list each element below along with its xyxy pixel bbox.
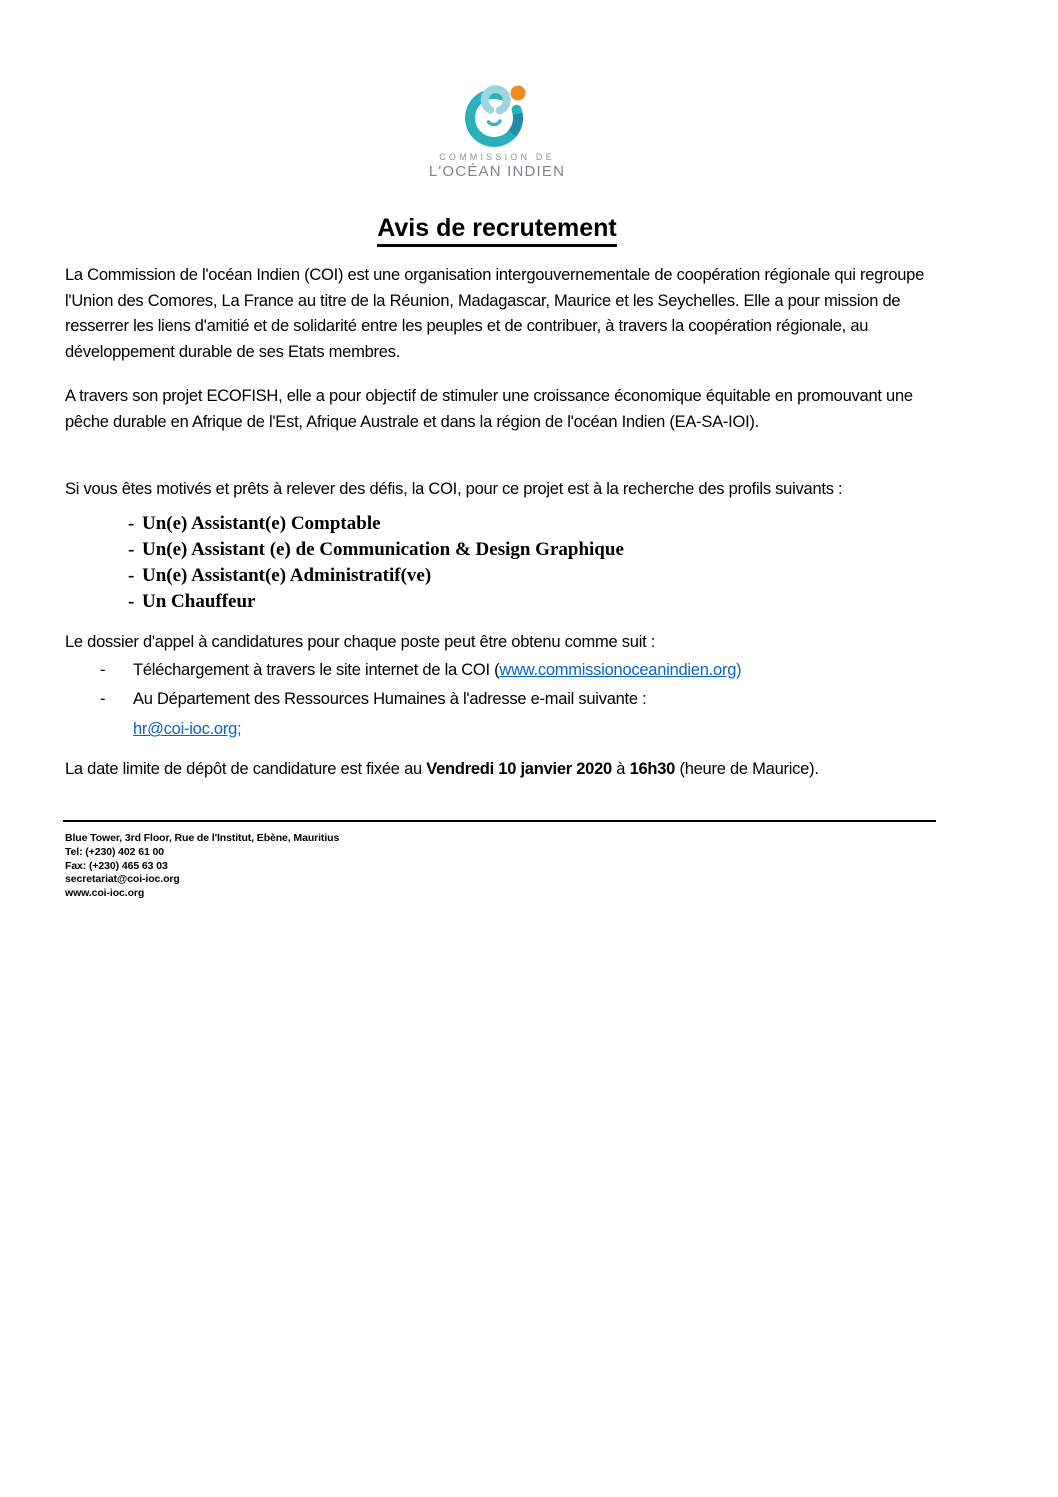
bullet-download: [100, 661, 930, 680]
hr-email-link[interactable]: hr@coi-ioc.org;: [133, 720, 242, 738]
position-label: Un(e) Assistant(e) Comptable: [142, 513, 381, 534]
link-close-paren: ): [736, 661, 742, 679]
list-item-position: [128, 537, 868, 563]
deadline-time: 16h30: [629, 760, 676, 778]
positions-list: [128, 511, 868, 615]
logo-org-line2: L'OCÉAN INDIEN: [428, 163, 566, 180]
logo-org-line1: COMMISSION DE: [439, 152, 555, 162]
dossier-intro: Le dossier d'appel à candidatures pour chaque poste peut être obtenu comme suit :: [65, 633, 656, 651]
deadline-mid: à: [611, 760, 630, 778]
deadline-post: (heure de Maurice).: [675, 760, 819, 778]
website-link[interactable]: www.commissionoceanindien.org: [499, 661, 737, 679]
list-dash: -: [128, 513, 135, 534]
deadline-date: Vendredi 10 janvier 2020: [426, 760, 612, 778]
deadline-pre: La date limite de dépôt de candidature est fixée au: [65, 760, 427, 778]
list-item-position: [128, 511, 868, 537]
list-item-position: [128, 563, 868, 589]
footer-fax: Fax: (+230) 465 63 03: [65, 859, 168, 872]
footer-address: Blue Tower, 3rd Floor, Rue de l'Institut, Ebène, Mauritius: [65, 832, 340, 844]
footer-email: secretariat@coi-ioc.org: [65, 873, 180, 886]
position-label: Un(e) Assistant(e) Administratif(ve): [142, 565, 432, 586]
deadline-paragraph: [65, 757, 935, 783]
coi-logo-icon: [464, 84, 530, 148]
paragraph-ecofish: A travers son projet ECOFISH, elle a pour objectif de stimuler une croissance économique équitable en promouvant une pêche durable en Afrique de l'Est, Afrique Australe et dans la région de l'océan Indien (EA-SA-IOI).: [65, 387, 913, 431]
bullet-download-text: Téléchargement à travers le site internet de la COI (: [133, 661, 500, 679]
page-title: Avis de recrutement: [377, 214, 616, 247]
paragraph-profils: Si vous êtes motivés et prêts à relever des défis, la COI, pour ce projet est à la recherche des profils suivants :: [65, 480, 843, 498]
bullet-dash: -: [100, 690, 106, 708]
bullet-hr-department: [100, 690, 930, 709]
position-label: Un Chauffeur: [142, 591, 256, 612]
bullet-dash: -: [100, 661, 106, 679]
list-item-position: [128, 589, 868, 615]
position-label: Un(e) Assistant (e) de Communication & Design Graphique: [142, 539, 624, 560]
footer-website: www.coi-ioc.org: [65, 887, 145, 900]
bullet-hr-text: Au Département des Ressources Humaines à l'adresse e-mail suivante :: [133, 690, 647, 708]
logo-block: [65, 84, 929, 180]
title-wrap: [65, 214, 929, 243]
footer-tel: Tel: (+230) 402 61 00: [65, 845, 164, 858]
list-dash: -: [128, 539, 135, 560]
list-dash: -: [128, 565, 135, 586]
list-dash: -: [128, 591, 135, 612]
footer-block: [65, 832, 665, 901]
footer-divider: [63, 820, 936, 822]
email-row: [133, 720, 241, 739]
paragraph-intro-coi: La Commission de l'océan Indien (COI) est une organisation intergouvernementale de coopération régionale qui regroupe l'Union des Comores, La France au titre de la Réunion, Madagascar, Maurice et les Seychelles. Elle a pour mission de resserrer les liens d'amitié et de solidarité entre les peuples et de contribuer, à travers la coopération régionale, au développement durable de ses Etats membres.: [65, 266, 925, 361]
